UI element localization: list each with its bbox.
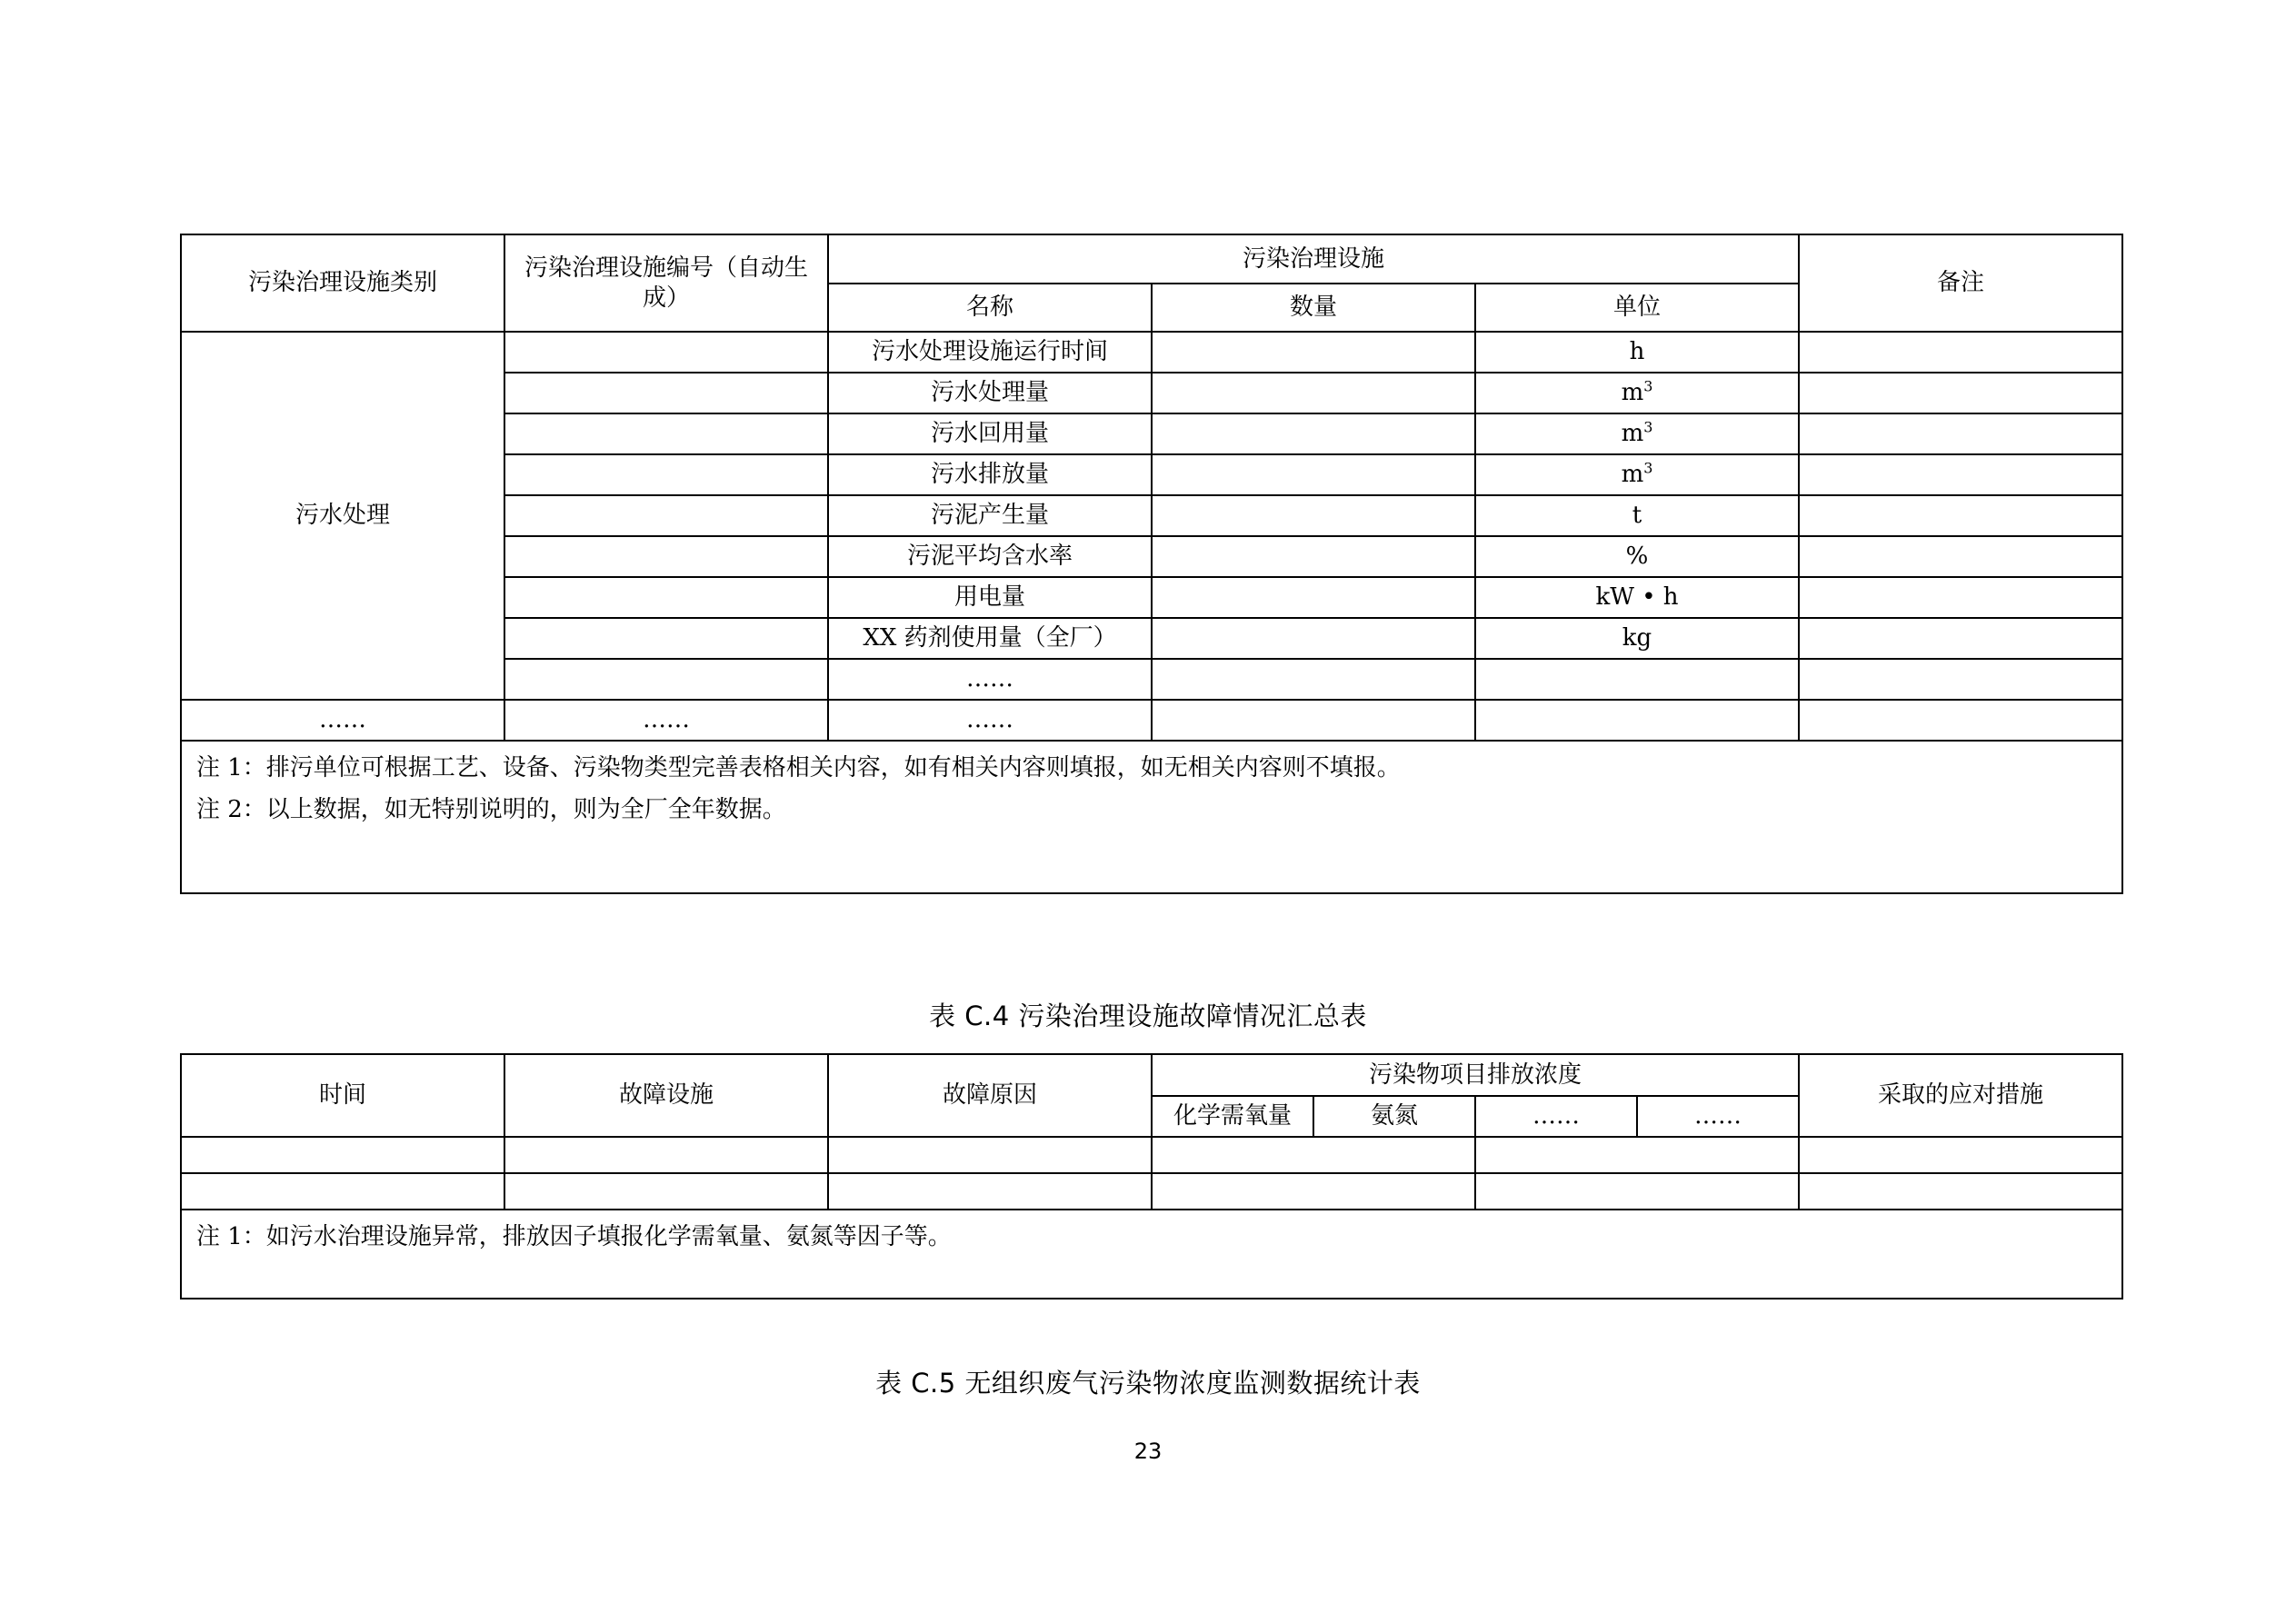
header-more: …… [1475, 1096, 1637, 1137]
facility-operation-table [180, 234, 2123, 894]
facility-failure-table [180, 1053, 2123, 1299]
note-1: 注 1：如污水治理设施异常，排放因子填报化学需氧量、氨氮等因子等。 [196, 1223, 952, 1250]
header-quantity: 数量 [1152, 284, 1475, 332]
header-ammonia: 氨氮 [1313, 1096, 1475, 1137]
facility-unit: t [1475, 495, 1799, 536]
facility-unit: $m^3$ [1475, 373, 1799, 413]
header-concentration: 污染物项目排放浓度 [1152, 1054, 1799, 1096]
table-c5-caption: 表 C.5 无组织废气污染物浓度监测数据统计表 [875, 1368, 1421, 1399]
header-unit: 单位 [1475, 284, 1799, 332]
facility-unit: h [1475, 332, 1799, 373]
table-row [181, 700, 2122, 741]
table-row [181, 332, 2122, 373]
notes-cell [181, 741, 2122, 893]
table-row [181, 1137, 2122, 1173]
facility-unit: kg [1475, 618, 1799, 659]
header-failure-reason: 故障原因 [828, 1054, 1152, 1137]
header-code: 污染治理设施编号（自动生成） [504, 234, 828, 332]
header-more: …… [1637, 1096, 1799, 1137]
facility-name: 污泥产生量 [828, 495, 1152, 536]
header-failed-facility: 故障设施 [504, 1054, 828, 1137]
facility-unit [1475, 659, 1799, 700]
facility-name: …… [828, 659, 1152, 700]
facility-name: 污水处理设施运行时间 [828, 332, 1152, 373]
facility-name: 污水回用量 [828, 413, 1152, 454]
table-row [181, 1173, 2122, 1210]
header-remark: 备注 [1799, 234, 2122, 332]
header-measures: 采取的应对措施 [1799, 1054, 2122, 1137]
facility-unit: $m^3$ [1475, 454, 1799, 495]
page-number: 23 [1133, 1439, 1163, 1464]
ellipsis-cell: …… [181, 700, 504, 741]
table-c4-caption: 表 C.4 污染治理设施故障情况汇总表 [929, 1001, 1367, 1031]
facility-name: 污水排放量 [828, 454, 1152, 495]
note-1: 注 1：排污单位可根据工艺、设备、污染物类型完善表格相关内容，如有相关内容则填报，如无相关内容则不填报。 [196, 754, 1401, 782]
facility-unit: kW • h [1475, 577, 1799, 618]
facility-name: 污水处理量 [828, 373, 1152, 413]
header-time: 时间 [181, 1054, 504, 1137]
ellipsis-cell: …… [504, 700, 828, 741]
header-cod: 化学需氧量 [1152, 1096, 1313, 1137]
category-cell: 污水处理 [181, 332, 504, 700]
notes-cell [181, 1210, 2122, 1299]
ellipsis-cell: …… [828, 700, 1152, 741]
header-name: 名称 [828, 284, 1152, 332]
facility-unit: $m^3$ [1475, 413, 1799, 454]
facility-name: 污泥平均含水率 [828, 536, 1152, 577]
facility-name: XX 药剂使用量（全厂） [828, 618, 1152, 659]
note-2: 注 2：以上数据，如无特别说明的，则为全厂全年数据。 [196, 796, 786, 823]
facility-unit: % [1475, 536, 1799, 577]
header-category: 污染治理设施类别 [181, 234, 504, 332]
header-facility: 污染治理设施 [828, 234, 1799, 284]
facility-name: 用电量 [828, 577, 1152, 618]
